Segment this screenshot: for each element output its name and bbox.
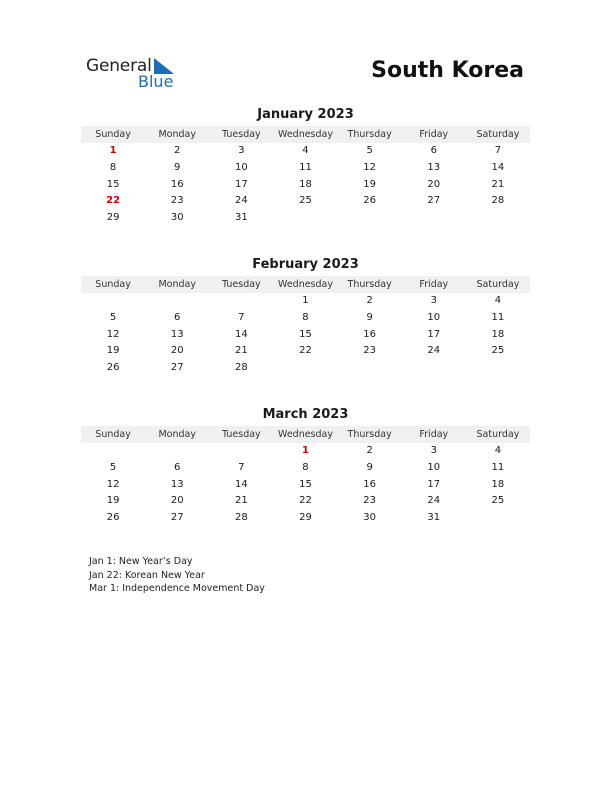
day-cell: 19 — [106, 345, 120, 357]
day-cell: 2 — [174, 145, 181, 156]
day-cell: 27 — [170, 362, 184, 374]
day-cell: 28 — [491, 195, 505, 207]
weekday-label: Saturday — [476, 129, 520, 140]
week-row — [81, 360, 530, 377]
empty-day-cell — [402, 360, 466, 377]
day-cell: 28 — [234, 362, 248, 374]
day-cell: 4 — [494, 445, 502, 456]
day-cell: 25 — [491, 345, 505, 357]
day-cell: 24 — [427, 495, 441, 507]
day-cell: 16 — [363, 328, 376, 340]
day-cell: 23 — [363, 345, 376, 357]
day-cell: 9 — [366, 311, 373, 323]
day-cell: 7 — [494, 145, 502, 156]
day-cell: 26 — [106, 362, 120, 374]
empty-day-cell — [466, 510, 530, 527]
day-cell: 12 — [106, 328, 120, 340]
weekday-label: Monday — [158, 429, 196, 440]
logo-text-general: General — [86, 56, 152, 76]
holiday-entry: Jan 22: Korean New Year — [89, 569, 205, 581]
empty-day-cell — [145, 443, 209, 460]
empty-day-cell — [145, 293, 209, 310]
weekday-label: Saturday — [476, 429, 520, 440]
weekday-label: Sunday — [95, 429, 131, 440]
day-cell: 26 — [363, 195, 376, 207]
day-cell: 11 — [299, 161, 312, 173]
empty-day-cell — [466, 360, 530, 377]
day-cell: 17 — [427, 328, 441, 340]
day-cell: 19 — [106, 495, 120, 507]
day-cell: 18 — [299, 178, 312, 190]
day-cell: 25 — [491, 495, 505, 507]
day-cell: 28 — [234, 512, 248, 524]
day-cell: 20 — [170, 495, 184, 507]
weekday-label: Monday — [158, 279, 196, 290]
month-title: March 2023 — [262, 407, 349, 422]
month-title: January 2023 — [257, 107, 354, 122]
day-cell: 14 — [491, 161, 505, 173]
day-cell: 9 — [174, 161, 181, 173]
week-row — [81, 477, 530, 494]
week-row — [81, 193, 530, 210]
week-row — [81, 160, 530, 177]
day-cell: 4 — [494, 295, 502, 306]
week-row — [81, 493, 530, 510]
day-cell: 14 — [234, 328, 248, 340]
day-cell: 22 — [299, 495, 312, 507]
day-cell: 15 — [299, 328, 312, 340]
holiday-entry: Mar 1: Independence Movement Day — [89, 583, 265, 594]
day-cell: 10 — [427, 311, 441, 323]
day-cell: 5 — [366, 145, 373, 156]
day-cell: 3 — [238, 145, 245, 156]
weekday-label: Thursday — [347, 129, 392, 140]
empty-day-cell — [338, 210, 402, 227]
day-cell: 23 — [170, 195, 184, 207]
day-cell: 5 — [109, 311, 117, 323]
month-february — [81, 256, 530, 377]
day-cell: 6 — [430, 145, 437, 156]
weekday-label: Friday — [419, 279, 449, 290]
day-cell: 22 — [299, 345, 312, 357]
day-cell: 13 — [427, 161, 441, 173]
week-row — [81, 327, 530, 344]
day-cell: 10 — [427, 461, 441, 473]
empty-day-cell — [273, 210, 337, 227]
day-cell: 8 — [109, 161, 117, 173]
day-cell: 15 — [106, 178, 120, 190]
weekday-label: Wednesday — [277, 129, 333, 140]
day-cell: 21 — [491, 178, 505, 190]
day-cell: 13 — [170, 328, 184, 340]
day-cell: 24 — [234, 195, 248, 207]
day-cell: 15 — [299, 478, 312, 490]
day-cell: 1 — [302, 295, 309, 306]
day-cell: 20 — [427, 178, 441, 190]
logo — [86, 56, 186, 92]
day-cell: 7 — [238, 311, 245, 323]
day-cell: 19 — [363, 178, 376, 190]
day-cell: 14 — [234, 478, 248, 490]
day-cell: 17 — [234, 178, 248, 190]
day-cell: 29 — [299, 512, 312, 524]
weekday-label: Sunday — [95, 129, 131, 140]
country-title: South Korea — [371, 58, 524, 83]
day-cell: 25 — [299, 195, 312, 207]
day-cell: 11 — [491, 461, 505, 473]
weekday-label: Thursday — [347, 429, 392, 440]
day-cell: 27 — [170, 512, 184, 524]
week-row — [81, 293, 530, 310]
day-cell: 9 — [366, 461, 373, 473]
day-cell: 27 — [427, 195, 441, 207]
empty-day-cell — [81, 293, 145, 310]
week-row — [81, 510, 530, 527]
day-cell: 2 — [366, 445, 373, 456]
empty-day-cell — [209, 443, 273, 460]
empty-day-cell — [338, 360, 402, 377]
day-cell: 8 — [302, 461, 309, 473]
empty-day-cell — [466, 210, 530, 227]
day-cell: 31 — [234, 212, 248, 224]
holiday-day-cell: 1 — [109, 145, 117, 156]
holiday-day-cell: 22 — [106, 195, 121, 207]
weekday-label: Friday — [419, 429, 449, 440]
weekday-header — [81, 426, 530, 443]
weekday-header — [81, 276, 530, 293]
day-cell: 18 — [491, 478, 505, 490]
week-row — [81, 443, 530, 460]
day-cell: 11 — [491, 311, 505, 323]
empty-day-cell — [209, 293, 273, 310]
weekday-label: Wednesday — [277, 429, 333, 440]
weekday-label: Tuesday — [222, 279, 261, 290]
weekday-header — [81, 126, 530, 143]
week-row — [81, 177, 530, 194]
day-cell: 18 — [491, 328, 505, 340]
day-cell: 3 — [430, 445, 437, 456]
day-cell: 24 — [427, 345, 441, 357]
week-row — [81, 310, 530, 327]
weekday-label: Tuesday — [222, 129, 261, 140]
day-cell: 7 — [238, 461, 245, 473]
empty-day-cell — [402, 210, 466, 227]
day-cell: 6 — [174, 311, 181, 323]
day-cell: 21 — [234, 495, 248, 507]
weekday-label: Thursday — [347, 279, 392, 290]
week-row — [81, 460, 530, 477]
day-cell: 23 — [363, 495, 376, 507]
day-cell: 17 — [427, 478, 441, 490]
day-cell: 16 — [363, 478, 376, 490]
logo-text-blue: Blue — [138, 72, 174, 91]
holiday-list — [89, 555, 265, 596]
day-cell: 20 — [170, 345, 184, 357]
day-cell: 10 — [234, 161, 248, 173]
day-cell: 13 — [170, 478, 184, 490]
day-cell: 12 — [106, 478, 120, 490]
weekday-label: Sunday — [95, 279, 131, 290]
day-cell: 6 — [174, 461, 181, 473]
month-march — [81, 406, 530, 527]
empty-day-cell — [81, 443, 145, 460]
day-cell: 8 — [302, 311, 309, 323]
day-cell: 31 — [427, 512, 441, 524]
weekday-label: Saturday — [476, 279, 520, 290]
day-cell: 3 — [430, 295, 437, 306]
month-january — [81, 106, 530, 227]
day-cell: 30 — [363, 512, 376, 524]
day-cell: 5 — [109, 461, 117, 473]
week-row — [81, 210, 530, 227]
weekday-label: Monday — [158, 129, 196, 140]
weekday-label: Tuesday — [222, 429, 261, 440]
holiday-entry: Jan 1: New Year’s Day — [89, 556, 193, 567]
week-row — [81, 343, 530, 360]
empty-day-cell — [273, 360, 337, 377]
month-title: February 2023 — [252, 257, 359, 272]
day-cell: 29 — [106, 212, 120, 224]
day-cell: 30 — [170, 212, 184, 224]
day-cell: 26 — [106, 512, 120, 524]
week-row — [81, 143, 530, 160]
holiday-day-cell: 1 — [302, 445, 309, 456]
day-cell: 16 — [170, 178, 184, 190]
weekday-label: Friday — [419, 129, 449, 140]
day-cell: 12 — [363, 161, 376, 173]
day-cell: 21 — [234, 345, 248, 357]
day-cell: 4 — [302, 145, 309, 156]
day-cell: 2 — [366, 295, 373, 306]
weekday-label: Wednesday — [277, 279, 333, 290]
